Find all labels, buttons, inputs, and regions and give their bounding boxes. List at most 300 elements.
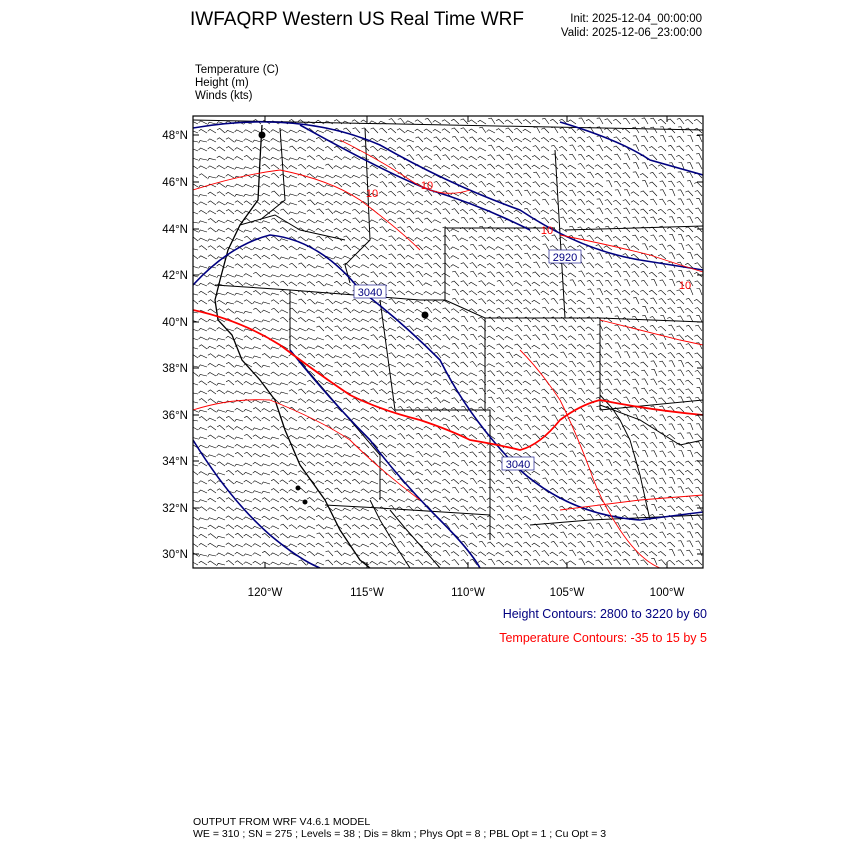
wind-barb <box>190 347 199 350</box>
wind-barb <box>587 541 594 547</box>
wind-barb <box>569 361 576 367</box>
wind-barb <box>632 397 639 403</box>
wind-barb <box>271 236 279 241</box>
wind-barb <box>298 337 307 340</box>
wind-barb <box>451 498 459 502</box>
wind-barb <box>388 344 396 349</box>
wind-barb <box>551 344 558 350</box>
wind-barb <box>307 347 316 349</box>
wind-barb <box>623 443 630 449</box>
wind-barb <box>235 275 244 277</box>
wind-barb <box>262 227 270 232</box>
wind-barb <box>415 174 423 178</box>
wind-barb <box>614 551 621 556</box>
wind-barb <box>190 534 198 538</box>
wind-barb <box>667 416 675 421</box>
wind-barb <box>361 544 370 547</box>
wind-barb <box>604 417 612 421</box>
wind-barb <box>370 310 379 313</box>
wind-barb <box>442 138 450 142</box>
wind-barb <box>578 379 585 385</box>
wind-barb <box>271 329 280 331</box>
wind-barb <box>424 237 432 241</box>
wind-barb <box>550 524 558 529</box>
wind-barb <box>587 280 594 286</box>
wind-barb <box>298 221 307 223</box>
wind-barb <box>669 280 675 287</box>
wind-barb <box>271 471 279 475</box>
wind-barb <box>613 237 621 242</box>
wind-barb <box>614 389 622 394</box>
wind-barb <box>353 128 360 133</box>
wind-barb <box>578 199 585 205</box>
wind-barb <box>578 497 586 502</box>
wind-barb <box>605 209 612 215</box>
wind-barb <box>651 451 657 457</box>
wind-barb <box>253 471 261 475</box>
wind-barb <box>425 461 433 466</box>
wind-barb <box>604 291 612 296</box>
wind-barb <box>487 336 495 340</box>
wind-barb <box>488 272 495 277</box>
wind-barb <box>352 418 361 421</box>
wind-barb <box>415 534 423 538</box>
wind-barb <box>506 352 513 358</box>
wind-barb <box>226 138 234 142</box>
wind-barb <box>460 119 468 124</box>
wind-barb <box>343 308 351 313</box>
wind-barb <box>460 452 468 457</box>
wind-barb <box>651 505 657 511</box>
wind-barb <box>514 200 522 205</box>
wind-barb <box>532 488 540 493</box>
wind-barb <box>334 166 342 169</box>
wind-barb <box>316 445 324 448</box>
wind-barb <box>424 148 432 151</box>
wind-barb <box>253 320 262 322</box>
wind-barb <box>443 244 450 250</box>
wind-barb <box>660 523 666 529</box>
wind-barb <box>597 442 603 448</box>
wind-barb <box>697 550 703 557</box>
wind-barb <box>624 460 630 466</box>
wind-barb <box>469 400 477 403</box>
wind-barb <box>552 154 559 160</box>
wind-barb <box>370 426 378 430</box>
wind-barb <box>298 354 306 358</box>
wind-barb <box>226 192 234 196</box>
wind-barb <box>379 443 387 448</box>
wind-barb <box>686 146 693 152</box>
wind-barb <box>586 146 594 151</box>
wind-barb <box>667 290 675 295</box>
wind-barb <box>560 137 567 142</box>
wind-barb <box>651 370 657 377</box>
wind-barb <box>586 345 594 349</box>
wind-barb <box>433 373 441 376</box>
wind-barb <box>425 334 432 340</box>
wind-barb <box>496 300 504 304</box>
wind-barb <box>262 473 271 475</box>
wind-barb <box>415 382 424 385</box>
wind-barb <box>190 201 198 205</box>
wind-barb <box>352 525 360 529</box>
wind-barb <box>226 147 234 152</box>
wind-barb <box>235 452 243 457</box>
wind-barb <box>361 489 369 493</box>
wind-barb <box>370 346 378 349</box>
wind-barb <box>289 363 297 367</box>
wind-barb <box>461 334 468 340</box>
wind-barb <box>542 299 549 305</box>
wind-barb <box>685 119 693 124</box>
wind-barb <box>694 182 702 187</box>
wind-barb <box>469 237 477 242</box>
wind-barb <box>633 163 639 169</box>
wind-barb <box>424 273 432 277</box>
wind-barb <box>649 417 657 421</box>
wind-barb <box>262 345 270 349</box>
wind-barb <box>352 508 360 512</box>
wind-barb <box>235 311 244 313</box>
wind-barb <box>461 506 468 511</box>
wind-barb <box>352 310 360 313</box>
wind-barb <box>550 407 558 412</box>
wind-barb <box>208 139 216 142</box>
wind-barb <box>496 560 504 565</box>
wind-barb <box>217 383 226 386</box>
wind-barb <box>208 346 217 349</box>
wind-barb <box>496 165 504 169</box>
wind-barb <box>577 525 585 529</box>
wind-barb <box>641 415 648 421</box>
wind-barb <box>641 434 649 439</box>
wind-barb <box>397 138 405 142</box>
wind-barb <box>622 507 630 511</box>
wind-barb <box>633 478 639 484</box>
wind-barb <box>343 553 352 556</box>
wind-barb <box>262 164 270 169</box>
wind-barb <box>550 507 558 511</box>
wind-barb <box>352 318 360 322</box>
wind-barb <box>478 309 486 313</box>
wind-barb <box>442 202 450 205</box>
wind-barb <box>298 299 306 304</box>
lon-label-100: 100°W <box>649 587 685 599</box>
wind-barb <box>379 542 387 547</box>
wind-barb <box>452 235 459 241</box>
wind-barb <box>604 246 612 250</box>
wind-barb <box>586 390 594 394</box>
wind-barb <box>524 290 531 295</box>
wind-barb <box>262 482 271 484</box>
wind-barb <box>488 218 495 223</box>
wind-barb <box>541 147 549 151</box>
wind-barb <box>244 554 253 556</box>
wind-barb <box>397 211 405 214</box>
wind-barb <box>524 415 531 421</box>
wind-barb <box>244 373 253 376</box>
wind-barb <box>370 490 379 493</box>
wind-barb <box>335 326 342 331</box>
wind-barb <box>604 551 612 556</box>
wind-barb <box>578 154 585 160</box>
wind-barb <box>415 525 423 529</box>
wind-barb <box>658 552 666 557</box>
wind-barb <box>343 245 351 250</box>
wind-barb <box>650 307 657 313</box>
wind-barb <box>370 319 378 322</box>
wind-barb <box>271 499 279 502</box>
wind-barb <box>560 209 567 214</box>
wind-barb <box>271 173 279 178</box>
svg-text:2920: 2920 <box>552 252 578 264</box>
wind-barb <box>262 374 271 376</box>
wind-barb <box>298 318 306 323</box>
wind-barb <box>605 235 612 241</box>
wind-barb <box>451 507 459 511</box>
wind-barb <box>217 545 226 547</box>
wind-barb <box>370 561 378 565</box>
wind-barb <box>451 256 459 259</box>
wind-barb <box>406 336 414 340</box>
wind-barb <box>550 290 558 295</box>
wind-barb <box>271 347 280 349</box>
wind-barb <box>560 424 567 430</box>
wind-barb <box>678 550 684 556</box>
wind-barb <box>506 136 513 142</box>
wind-barb <box>668 452 675 457</box>
wind-barb <box>442 147 450 151</box>
wind-barb <box>199 500 208 502</box>
wind-barb <box>416 560 424 565</box>
wind-barb <box>460 525 468 529</box>
wind-barb <box>460 362 468 367</box>
wind-barb <box>469 120 477 124</box>
wind-barb <box>676 254 684 259</box>
wind-barb <box>226 302 235 305</box>
wind-barb <box>325 527 334 529</box>
wind-barb <box>199 202 207 205</box>
wind-barb <box>307 453 315 457</box>
wind-barb <box>226 309 234 313</box>
wind-barb <box>632 559 639 565</box>
wind-barb <box>496 425 504 430</box>
wind-barb <box>595 183 603 187</box>
wind-barb <box>217 339 225 342</box>
wind-barb <box>361 499 370 502</box>
wind-barb <box>199 230 208 232</box>
wind-barb <box>659 442 666 448</box>
wind-barb <box>226 553 234 556</box>
wind-barb <box>235 201 243 205</box>
wind-barb <box>550 138 558 142</box>
wind-barb <box>316 148 324 152</box>
wind-barb <box>613 119 621 124</box>
wind-barb <box>542 397 549 403</box>
wind-barb <box>253 140 262 143</box>
wind-barb <box>325 435 333 439</box>
wind-barb <box>343 327 351 331</box>
wind-barb <box>496 380 504 385</box>
wind-barb <box>694 236 702 241</box>
wind-barb <box>262 516 270 520</box>
wind-barb <box>406 218 414 223</box>
wind-barb <box>451 281 459 286</box>
wind-barb <box>514 453 522 457</box>
wind-barb <box>415 344 423 349</box>
wind-barb <box>226 380 234 385</box>
wind-barb <box>289 203 298 205</box>
wind-barb <box>606 523 612 529</box>
wind-barb <box>424 398 432 403</box>
wind-barb <box>325 344 333 349</box>
wind-barb <box>586 551 594 556</box>
wind-barb <box>235 338 244 340</box>
wind-barb <box>469 291 477 295</box>
wind-barb <box>361 337 370 340</box>
wind-barb <box>642 181 648 187</box>
wind-barb <box>632 469 639 475</box>
wind-barb <box>506 164 514 169</box>
wind-barb <box>641 469 648 475</box>
wind-barb <box>659 560 666 565</box>
wind-barb <box>244 201 252 205</box>
wind-barb <box>217 238 225 241</box>
wind-barb <box>244 463 253 466</box>
wind-barb <box>262 354 270 359</box>
wind-barb <box>388 425 396 430</box>
wind-barb <box>605 479 613 484</box>
wind-barb <box>433 552 441 557</box>
wind-barb <box>190 130 199 133</box>
wind-barb <box>362 227 369 232</box>
wind-barb <box>614 227 621 233</box>
wind-barb <box>406 202 414 205</box>
wind-barb <box>370 471 378 476</box>
wind-barb <box>541 326 549 331</box>
height-contour-legend: Height Contours: 2800 to 3220 by 60 <box>502 607 707 621</box>
wind-barb <box>199 561 207 565</box>
wind-barb <box>479 487 486 493</box>
wind-barb <box>615 325 622 331</box>
wind-barb <box>244 130 252 133</box>
wind-barb <box>352 237 360 241</box>
wind-barb <box>496 191 504 196</box>
wind-barb <box>388 498 396 502</box>
wind-barb <box>371 371 378 376</box>
wind-barb <box>505 120 513 124</box>
wind-barb <box>208 129 216 133</box>
wind-barb <box>298 201 306 206</box>
wind-barb <box>397 499 406 502</box>
wind-barb <box>325 229 334 232</box>
wind-barb <box>325 248 334 250</box>
wind-barb <box>433 463 441 466</box>
wind-barb <box>550 479 558 484</box>
wind-barb <box>308 200 316 205</box>
wind-barb <box>649 272 657 277</box>
wind-barb <box>244 247 252 250</box>
wind-barb <box>407 226 414 232</box>
wind-barb <box>253 435 261 439</box>
wind-barb <box>694 335 702 340</box>
wind-barb <box>496 418 504 422</box>
wind-barb <box>442 561 450 565</box>
wind-barb <box>226 345 234 349</box>
wind-barb <box>190 194 199 196</box>
wind-barb <box>470 263 477 268</box>
wind-barb <box>352 544 360 547</box>
wind-barb <box>668 308 675 313</box>
wind-barb <box>406 552 414 556</box>
wind-barb <box>388 417 396 421</box>
wind-barb <box>190 165 198 169</box>
wind-barb <box>217 436 225 439</box>
wind-barb <box>253 507 261 511</box>
wind-barb <box>406 499 414 502</box>
wind-barb <box>361 471 369 475</box>
wind-barb <box>597 289 603 295</box>
wind-barb <box>208 418 217 421</box>
wind-barb <box>461 551 468 557</box>
wind-barb <box>316 155 324 160</box>
wind-barb <box>190 500 199 502</box>
wind-barb <box>470 352 477 358</box>
wind-barb <box>687 532 693 538</box>
wind-barb <box>199 166 207 169</box>
wind-barb <box>578 334 585 340</box>
wind-barb <box>623 479 630 485</box>
wind-barb <box>235 552 243 556</box>
wind-barb <box>523 236 531 241</box>
wind-barb <box>642 352 648 358</box>
wind-barb <box>361 166 370 169</box>
wind-barb <box>678 271 684 278</box>
wind-barb <box>298 389 306 394</box>
wind-barb <box>416 281 423 287</box>
wind-barb <box>442 273 450 277</box>
wind-barb <box>505 182 513 187</box>
wind-barb <box>460 175 468 179</box>
wind-barb <box>443 227 450 232</box>
wind-barb <box>325 364 334 367</box>
wind-barb <box>505 300 513 304</box>
wind-barb <box>244 427 252 431</box>
wind-barb <box>442 543 450 547</box>
wind-barb <box>696 244 702 250</box>
wind-barb <box>514 551 522 556</box>
wind-barb <box>217 507 225 511</box>
wind-barb <box>586 155 594 160</box>
wind-barb <box>244 562 252 565</box>
wind-barb <box>588 334 594 340</box>
wind-barb <box>568 390 576 394</box>
wind-barb <box>667 533 675 538</box>
wind-barb <box>425 361 432 367</box>
wind-barb <box>325 201 333 205</box>
wind-barb <box>488 118 495 124</box>
wind-barb <box>551 371 558 376</box>
wind-barb <box>406 299 414 304</box>
wind-barb <box>523 381 531 385</box>
wind-barb <box>604 354 612 359</box>
wind-barb <box>550 354 558 358</box>
wind-barb <box>532 237 540 241</box>
wind-barb <box>316 183 324 187</box>
wind-barb <box>505 551 513 556</box>
wind-barb <box>434 182 441 188</box>
